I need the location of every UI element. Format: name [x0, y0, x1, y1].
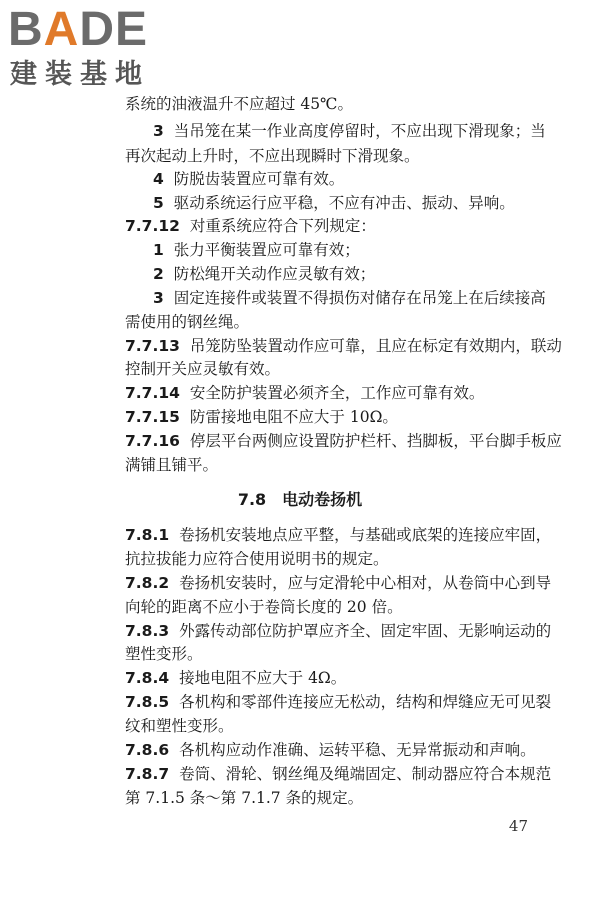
text-line: 控制开关应灵敏有效。	[125, 360, 281, 378]
text-line: 抗拉拔能力应符合使用说明书的规定。	[125, 550, 389, 568]
list-item: 3 固定连接件或装置不得损伤对储存在吊笼上在后续接高	[153, 289, 546, 307]
clause-7-8-4: 7.8.4 接地电阻不应大于 4Ω。	[125, 669, 347, 687]
logo-wordmark: BADE	[8, 3, 149, 56]
text-line: 向轮的距离不应小于卷筒长度的 20 倍。	[125, 598, 403, 616]
list-item: 5 驱动系统运行应平稳，不应有冲击、振动、异响。	[153, 194, 515, 212]
clause-7-8-3: 7.8.3 外露传动部位防护罩应齐全、固定牢固、无影响运动的	[125, 622, 552, 640]
section-heading: 7.8 电动卷扬机	[237, 490, 363, 509]
clause-7-8-1: 7.8.1 卷扬机安装地点应平整，与基础或底架的连接应牢固，	[125, 526, 552, 544]
logo-subtitle: 建装基地	[10, 59, 150, 90]
clause-7-7-14: 7.7.14 安全防护装置必须齐全，工作应可靠有效。	[125, 384, 485, 402]
clause-7-8-6: 7.8.6 各机构应动作准确、运转平稳、无异常振动和声响。	[125, 741, 536, 759]
clause-7-7-12: 7.7.12 对重系统应符合下列规定：	[125, 217, 376, 235]
clause-7-7-15: 7.7.15 防雷接地电阻不应大于 10Ω。	[125, 408, 398, 426]
clause-7-8-7: 7.8.7 卷筒、滑轮、钢丝绳及绳端固定、制动器应符合本规范	[125, 765, 552, 783]
page-number: 47	[508, 817, 528, 835]
text-line: 再次起动上升时，不应出现瞬时下滑现象。	[125, 147, 420, 165]
list-item: 4 防脱齿装置应可靠有效。	[153, 170, 345, 188]
text-line: 满铺且铺平。	[125, 456, 219, 474]
bade-logo	[8, 4, 178, 94]
text-line: 纹和塑性变形。	[125, 717, 234, 735]
clause-7-7-16: 7.7.16 停层平台两侧应设置防护栏杆、挡脚板，平台脚手板应	[125, 432, 562, 450]
list-item: 3 当吊笼在某一作业高度停留时，不应出现下滑现象；当	[153, 122, 546, 140]
text-line: 塑性变形。	[125, 645, 203, 663]
text-line: 需使用的钢丝绳。	[125, 313, 250, 331]
clause-7-7-13: 7.7.13 吊笼防坠装置动作应可靠，且应在标定有效期内，联动	[125, 337, 562, 355]
clause-7-8-2: 7.8.2 卷扬机安装时，应与定滑轮中心相对，从卷筒中心到导	[125, 574, 552, 592]
text-line: 系统的油液温升不应超过 45℃。	[125, 95, 353, 113]
clause-7-8-5: 7.8.5 各机构和零部件连接应无松动，结构和焊缝应无可见裂	[125, 693, 552, 711]
text-line: 第 7.1.5 条～第 7.1.7 条的规定。	[125, 789, 364, 807]
list-item: 1 张力平衡装置应可靠有效；	[153, 241, 360, 259]
list-item: 2 防松绳开关动作应灵敏有效；	[153, 265, 376, 283]
